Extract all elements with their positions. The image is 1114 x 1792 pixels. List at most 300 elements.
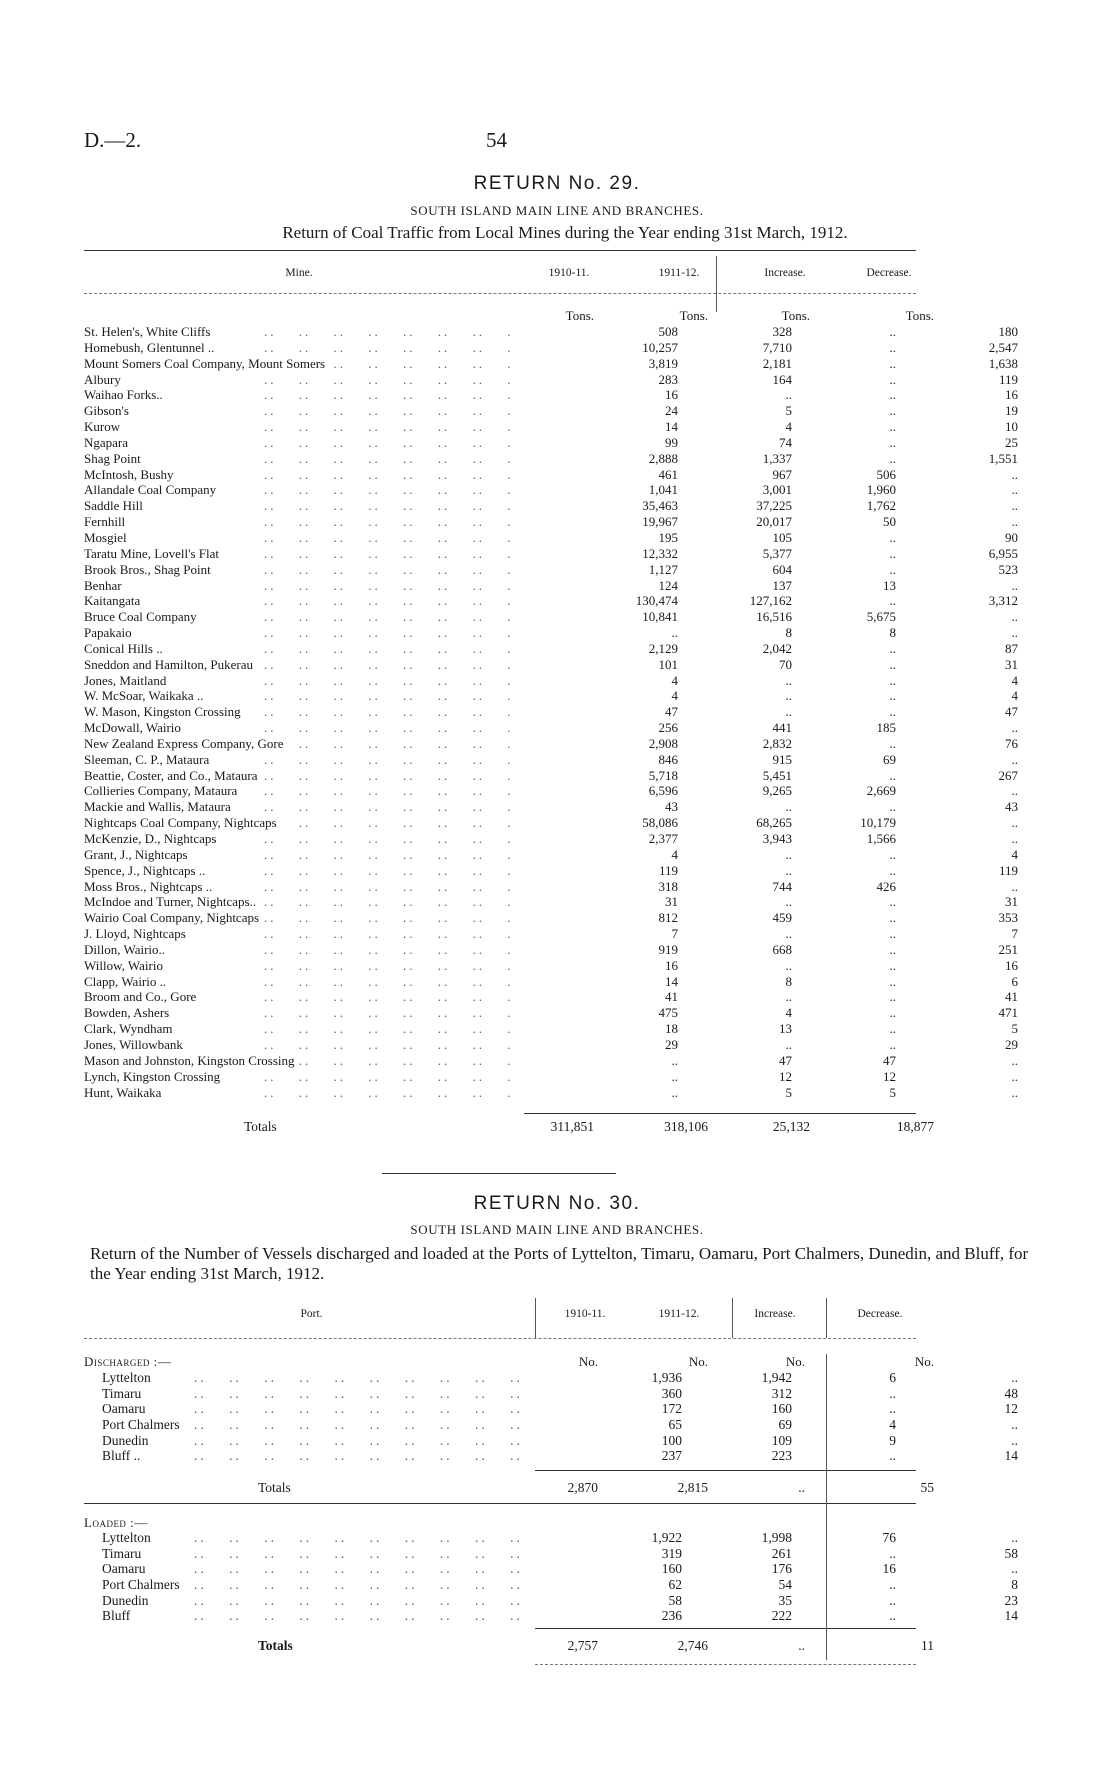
- value-decrease: 47: [1005, 704, 1018, 720]
- row-name-cell: [84, 894, 514, 910]
- table-row: [84, 1370, 1018, 1386]
- row-name: Moss Bros., Nightcaps ..: [84, 879, 215, 894]
- table-row: [84, 467, 1018, 483]
- loaded-total-1911: 2,746: [677, 1638, 708, 1653]
- value-1911: 35: [778, 1592, 792, 1608]
- value-1910: 18: [665, 1021, 678, 1037]
- value-1911: ..: [785, 989, 792, 1005]
- row-name: Port Chalmers: [102, 1577, 183, 1592]
- loaded-total-decrease: 11: [921, 1638, 934, 1653]
- row-name-cell: [84, 1530, 534, 1546]
- return-30-description: Return of the Number of Vessels discharged and loaded at the Ports of Lyttelton, Timaru, Oamaru, Port Chalmers, Dunedin, and Bluff, for the Year ending 31st March, 1912.: [90, 1244, 1029, 1283]
- return-29-subtitle: SOUTH ISLAND MAIN LINE AND BRANCHES.: [410, 203, 704, 218]
- row-name: Nightcaps Coal Company, Nightcaps: [84, 815, 280, 830]
- table-row: [84, 372, 1018, 388]
- value-1910: 31: [665, 894, 678, 910]
- value-1911: ..: [785, 957, 792, 973]
- value-decrease: 119: [998, 862, 1018, 878]
- value-decrease: 471: [998, 1005, 1018, 1021]
- table-row: [84, 498, 1018, 514]
- value-decrease: 31: [1005, 894, 1018, 910]
- table-row: [84, 1608, 1018, 1624]
- value-increase: ..: [889, 403, 896, 419]
- row-name: Collieries Company, Mataura: [84, 783, 240, 798]
- table-row: [84, 578, 1018, 594]
- table-row: [84, 894, 1018, 910]
- row-name: McKenzie, D., Nightcaps: [84, 831, 220, 846]
- table-row: [84, 593, 1018, 609]
- value-1910: 919: [658, 941, 678, 957]
- discharged-total-1910: 2,870: [567, 1480, 598, 1495]
- value-increase: 6: [889, 1370, 896, 1385]
- value-1911: 2,832: [762, 735, 792, 751]
- value-increase: 76: [882, 1530, 896, 1545]
- value-increase: 1,960: [866, 482, 896, 498]
- value-decrease: 41: [1005, 989, 1018, 1005]
- value-1910: 124: [658, 577, 678, 593]
- table-30-divider-1: [535, 1298, 536, 1338]
- row-name: J. Lloyd, Nightcaps: [84, 926, 189, 941]
- value-increase: ..: [889, 640, 896, 656]
- value-1910: 283: [658, 371, 678, 387]
- table-30-header-1910: 1910-11.: [564, 1308, 606, 1320]
- table-row: [84, 704, 1018, 720]
- page-number: 54: [486, 128, 507, 152]
- table-row: [84, 1546, 1018, 1562]
- section-separator: [382, 1173, 616, 1174]
- value-1910: 1,127: [648, 561, 678, 577]
- row-name-cell: [84, 578, 514, 594]
- value-1910: 99: [665, 434, 678, 450]
- value-increase: ..: [889, 735, 896, 751]
- value-1910: 236: [661, 1608, 682, 1624]
- table-row: [84, 783, 1018, 799]
- value-1911: 5: [785, 403, 792, 419]
- table-row: [84, 768, 1018, 784]
- table-29-header-1910: 1910-11.: [548, 267, 590, 279]
- value-increase: ..: [889, 1005, 896, 1021]
- value-decrease: ..: [1011, 1417, 1018, 1433]
- table-row: [84, 356, 1018, 372]
- return-30-title: RETURN No. 30.: [473, 1193, 641, 1214]
- row-name-cell: [84, 1005, 514, 1021]
- value-decrease: ..: [1011, 831, 1018, 846]
- value-increase: ..: [889, 1021, 896, 1037]
- value-1911: 7,710: [762, 339, 792, 355]
- value-decrease: 8: [1011, 1577, 1018, 1593]
- table-row: [84, 451, 1018, 467]
- value-1911: ..: [785, 672, 792, 688]
- table-row: [84, 831, 1018, 847]
- value-1910: 41: [665, 989, 678, 1005]
- value-1910: 29: [665, 1036, 678, 1052]
- table-30-bottom-rule: [535, 1664, 916, 1665]
- value-1910: 10,257: [642, 339, 678, 355]
- table-row: [84, 736, 1018, 752]
- row-name: Papakaio: [84, 625, 135, 640]
- value-1911: 744: [772, 878, 792, 894]
- row-name: Bluff ..: [102, 1448, 143, 1463]
- row-name: Dunedin: [102, 1593, 152, 1608]
- value-1910: 4: [671, 846, 678, 862]
- table-row: [84, 1448, 1018, 1464]
- value-1910: 14: [665, 973, 678, 989]
- value-decrease: ..: [1011, 751, 1018, 767]
- table-row: [84, 958, 1018, 974]
- value-decrease: 1,638: [988, 355, 1018, 371]
- discharged-totals-label: Totals: [258, 1480, 291, 1495]
- value-decrease: 90: [1005, 529, 1018, 545]
- table-30-header-1911: 1911-12.: [658, 1308, 700, 1320]
- value-1911: 8: [785, 973, 792, 989]
- row-name: Lyttelton: [102, 1370, 154, 1385]
- value-1911: ..: [785, 846, 792, 862]
- row-name: Sneddon and Hamilton, Pukerau: [84, 657, 256, 672]
- row-name-cell: [84, 1037, 514, 1053]
- row-name: St. Helen's, White Cliffs: [84, 324, 213, 339]
- value-1910: 2,377: [648, 831, 678, 846]
- table-row: [84, 1069, 1018, 1085]
- value-1910: 2,888: [648, 450, 678, 466]
- row-name-cell: [84, 340, 514, 356]
- table-30-header-decrease: Decrease.: [857, 1308, 903, 1320]
- value-decrease: 180: [998, 324, 1018, 339]
- table-29-top-rule: [84, 250, 916, 251]
- value-1910: 101: [658, 656, 678, 672]
- table-29-total-1911: 318,106: [664, 1119, 708, 1134]
- value-increase: 506: [876, 466, 896, 482]
- value-1911: ..: [785, 894, 792, 910]
- value-1911: 176: [771, 1561, 792, 1577]
- value-1911: 127,162: [749, 593, 792, 609]
- value-increase: ..: [889, 1608, 896, 1624]
- value-decrease: 3,312: [988, 593, 1018, 609]
- value-1911: 164: [772, 371, 792, 387]
- value-decrease: 353: [998, 910, 1018, 926]
- value-1911: 9,265: [762, 783, 792, 799]
- value-1910: 130,474: [635, 593, 678, 609]
- value-1911: 37,225: [756, 498, 792, 514]
- row-name: Mason and Johnston, Kingston Crossing: [84, 1053, 298, 1068]
- value-1911: 915: [772, 751, 792, 767]
- value-1911: 16,516: [756, 609, 792, 625]
- value-decrease: 87: [1005, 640, 1018, 656]
- row-name: Shag Point: [84, 451, 144, 466]
- value-1910: 65: [668, 1417, 682, 1433]
- row-name: Port Chalmers: [102, 1417, 183, 1432]
- value-1910: 846: [658, 751, 678, 767]
- value-1911: ..: [785, 926, 792, 942]
- value-increase: ..: [889, 1036, 896, 1052]
- value-1910: 6,596: [648, 783, 678, 799]
- row-name-cell: [84, 324, 514, 340]
- row-name-cell: [84, 435, 514, 451]
- value-1911: ..: [785, 688, 792, 704]
- row-name: Benhar: [84, 578, 125, 593]
- value-increase: ..: [889, 545, 896, 561]
- row-name: Waihao Forks..: [84, 387, 166, 402]
- table-29-total-1910: 311,851: [550, 1119, 594, 1134]
- value-decrease: 119: [998, 371, 1018, 387]
- row-name-cell: [84, 752, 514, 768]
- value-1910: 43: [665, 799, 678, 815]
- value-1911: 5,451: [762, 767, 792, 783]
- row-name-cell: [84, 562, 514, 578]
- value-1910: ..: [671, 1084, 678, 1100]
- value-1911: ..: [785, 704, 792, 720]
- value-increase: 5,675: [866, 609, 896, 625]
- value-1911: 54: [778, 1577, 792, 1593]
- table-row: [84, 673, 1018, 689]
- table-30-discharged-section: [84, 1354, 1018, 1370]
- row-name-cell: [84, 403, 514, 419]
- table-29-total-decrease: 18,877: [896, 1119, 934, 1134]
- value-decrease: 48: [1004, 1385, 1018, 1401]
- value-decrease: ..: [1011, 609, 1018, 625]
- row-name-cell: [84, 831, 514, 847]
- value-1910: 812: [658, 910, 678, 926]
- value-increase: ..: [889, 1592, 896, 1608]
- value-decrease: ..: [1011, 1052, 1018, 1068]
- table-row: [84, 1053, 1018, 1069]
- value-1911: 137: [772, 577, 792, 593]
- table-row: [84, 720, 1018, 736]
- value-increase: 5: [889, 1084, 896, 1100]
- value-decrease: 29: [1005, 1036, 1018, 1052]
- table-row: [84, 799, 1018, 815]
- table-29-divider: [716, 256, 717, 312]
- value-increase: ..: [889, 704, 896, 720]
- table-row: [84, 340, 1018, 356]
- table-30-header-port: Port.: [300, 1308, 323, 1320]
- row-name: Homebush, Glentunnel ..: [84, 340, 217, 355]
- value-1910: 319: [661, 1545, 682, 1561]
- value-1911: 68,265: [756, 815, 792, 831]
- table-29-header-mine: Mine.: [285, 267, 313, 279]
- row-name-cell: [84, 720, 514, 736]
- value-1910: 1,936: [651, 1370, 682, 1385]
- table-row: [84, 879, 1018, 895]
- value-1911: 1,942: [761, 1370, 792, 1385]
- row-name: Clark, Wyndham: [84, 1021, 176, 1036]
- row-name-cell: [84, 609, 514, 625]
- table-row: [84, 530, 1018, 546]
- table-row: [84, 609, 1018, 625]
- value-increase: 9: [889, 1432, 896, 1448]
- value-increase: ..: [889, 387, 896, 403]
- value-1910: 160: [661, 1561, 682, 1577]
- value-1910: 195: [658, 529, 678, 545]
- row-name-cell: [84, 1577, 534, 1593]
- value-1910: 119: [658, 862, 678, 878]
- table-row: [84, 435, 1018, 451]
- value-increase: ..: [889, 894, 896, 910]
- value-decrease: ..: [1011, 1561, 1018, 1577]
- row-name-cell: [84, 958, 514, 974]
- row-name: Dillon, Wairio..: [84, 942, 168, 957]
- row-name-cell: [84, 910, 514, 926]
- table-30-header-rule: [84, 1338, 916, 1339]
- table-row: [84, 752, 1018, 768]
- table-30-loaded-rule: [535, 1628, 916, 1629]
- document-reference: D.—2.: [84, 128, 142, 152]
- row-name-cell: [84, 736, 514, 752]
- row-name-cell: [84, 641, 514, 657]
- table-row: [84, 403, 1018, 419]
- value-1910: 461: [658, 466, 678, 482]
- row-name: Albury: [84, 372, 124, 387]
- value-decrease: 4: [1011, 672, 1018, 688]
- value-1911: ..: [785, 799, 792, 815]
- value-increase: ..: [889, 767, 896, 783]
- value-increase: ..: [889, 688, 896, 704]
- value-increase: 4: [889, 1417, 896, 1433]
- value-decrease: 2,547: [988, 339, 1018, 355]
- value-1911: 3,001: [762, 482, 792, 498]
- value-increase: 185: [876, 720, 896, 736]
- row-name-cell: [84, 498, 514, 514]
- value-increase: ..: [889, 926, 896, 942]
- value-decrease: 19: [1005, 403, 1018, 419]
- row-name-cell: [84, 1401, 534, 1417]
- row-name-cell: [84, 926, 514, 942]
- table-30-unit-decrease: No.: [914, 1354, 934, 1369]
- value-decrease: ..: [1011, 1084, 1018, 1100]
- discharged-total-decrease: 55: [920, 1480, 934, 1495]
- value-increase: ..: [889, 910, 896, 926]
- row-name: Conical Hills ..: [84, 641, 166, 656]
- table-29-unit-increase: Tons.: [781, 308, 810, 323]
- value-1911: 4: [785, 1005, 792, 1021]
- row-name-cell: [84, 1593, 534, 1609]
- row-name: McDowall, Wairio: [84, 720, 184, 735]
- value-decrease: 251: [998, 941, 1018, 957]
- row-name-cell: [84, 625, 514, 641]
- row-name: W. Mason, Kingston Crossing: [84, 704, 244, 719]
- row-name: Timaru: [102, 1546, 144, 1561]
- value-increase: ..: [889, 1545, 896, 1561]
- value-1910: 1,922: [651, 1530, 682, 1545]
- table-row: [84, 989, 1018, 1005]
- row-name: Dunedin: [102, 1433, 152, 1448]
- value-1910: 19,967: [642, 514, 678, 530]
- value-1911: 328: [772, 324, 792, 339]
- row-name-cell: [84, 815, 514, 831]
- row-name: Beattie, Coster, and Co., Mataura: [84, 768, 261, 783]
- row-name-cell: [84, 593, 514, 609]
- row-name-cell: [84, 451, 514, 467]
- value-1910: 508: [658, 324, 678, 339]
- table-row: [84, 1530, 1018, 1546]
- value-1911: 604: [772, 561, 792, 577]
- row-name-cell: [84, 879, 514, 895]
- return-29-title: RETURN No. 29.: [473, 173, 641, 194]
- value-increase: ..: [889, 672, 896, 688]
- row-name: Bowden, Ashers: [84, 1005, 172, 1020]
- value-increase: ..: [889, 862, 896, 878]
- row-name-cell: [84, 989, 514, 1005]
- value-1910: 3,819: [648, 355, 678, 371]
- loaded-totals-label: Totals: [258, 1638, 293, 1653]
- value-increase: 2,669: [866, 783, 896, 799]
- value-decrease: ..: [1011, 1370, 1018, 1385]
- table-row: [84, 688, 1018, 704]
- row-name-cell: [84, 1417, 534, 1433]
- value-increase: 1,566: [866, 831, 896, 846]
- value-decrease: 76: [1005, 735, 1018, 751]
- row-name: Lyttelton: [102, 1530, 154, 1545]
- table-row: [84, 419, 1018, 435]
- loaded-total-increase: ..: [798, 1638, 805, 1653]
- row-name: Mount Somers Coal Company, Mount Somers: [84, 356, 328, 371]
- value-1910: ..: [671, 625, 678, 641]
- value-decrease: ..: [1011, 720, 1018, 736]
- table-30-unit-increase: No.: [785, 1354, 805, 1369]
- value-decrease: 1,551: [988, 450, 1018, 466]
- row-name: W. McSoar, Waikaka ..: [84, 688, 206, 703]
- value-1911: 5: [785, 1084, 792, 1100]
- value-1911: 4: [785, 419, 792, 435]
- value-increase: 10,179: [860, 815, 896, 831]
- value-1910: 318: [658, 878, 678, 894]
- row-name-cell: [84, 1386, 534, 1402]
- value-decrease: 10: [1005, 419, 1018, 435]
- row-name: Mackie and Wallis, Mataura: [84, 799, 234, 814]
- value-decrease: ..: [1011, 1068, 1018, 1084]
- table-row: [84, 815, 1018, 831]
- table-row: [84, 1386, 1018, 1402]
- value-1910: 14: [665, 419, 678, 435]
- table-29-header-increase: Increase.: [764, 267, 806, 279]
- value-increase: ..: [889, 450, 896, 466]
- value-increase: ..: [889, 529, 896, 545]
- row-name-cell: [84, 482, 514, 498]
- row-name: Fernhill: [84, 514, 128, 529]
- value-decrease: 6: [1011, 973, 1018, 989]
- row-name: Spence, J., Nightcaps ..: [84, 863, 208, 878]
- value-decrease: 31: [1005, 656, 1018, 672]
- value-increase: 426: [876, 878, 896, 894]
- value-decrease: 5: [1011, 1021, 1018, 1037]
- value-increase: ..: [889, 1401, 896, 1417]
- row-name: New Zealand Express Company, Gore: [84, 736, 287, 751]
- row-name-cell: [84, 847, 514, 863]
- value-1910: 100: [661, 1432, 682, 1448]
- table-row: [84, 974, 1018, 990]
- table-29-header-decrease: Decrease.: [866, 267, 912, 279]
- value-decrease: ..: [1011, 514, 1018, 530]
- value-increase: ..: [889, 1448, 896, 1464]
- table-row: [84, 1593, 1018, 1609]
- row-name-cell: [84, 1053, 514, 1069]
- return-30-subtitle: SOUTH ISLAND MAIN LINE AND BRANCHES.: [410, 1222, 704, 1237]
- value-increase: ..: [889, 957, 896, 973]
- value-decrease: 16: [1005, 957, 1018, 973]
- value-1911: 12: [779, 1068, 792, 1084]
- value-1911: 47: [779, 1052, 792, 1068]
- table-30-divider-2: [732, 1298, 733, 1338]
- row-name-cell: [84, 514, 514, 530]
- value-decrease: 523: [998, 561, 1018, 577]
- value-1910: 256: [658, 720, 678, 736]
- row-name-cell: [84, 799, 514, 815]
- value-1911: 160: [771, 1401, 792, 1417]
- value-1910: 58,086: [642, 815, 678, 831]
- row-name: Oamaru: [102, 1561, 148, 1576]
- row-name: Bruce Coal Company: [84, 609, 200, 624]
- value-decrease: ..: [1011, 1530, 1018, 1545]
- value-increase: ..: [889, 339, 896, 355]
